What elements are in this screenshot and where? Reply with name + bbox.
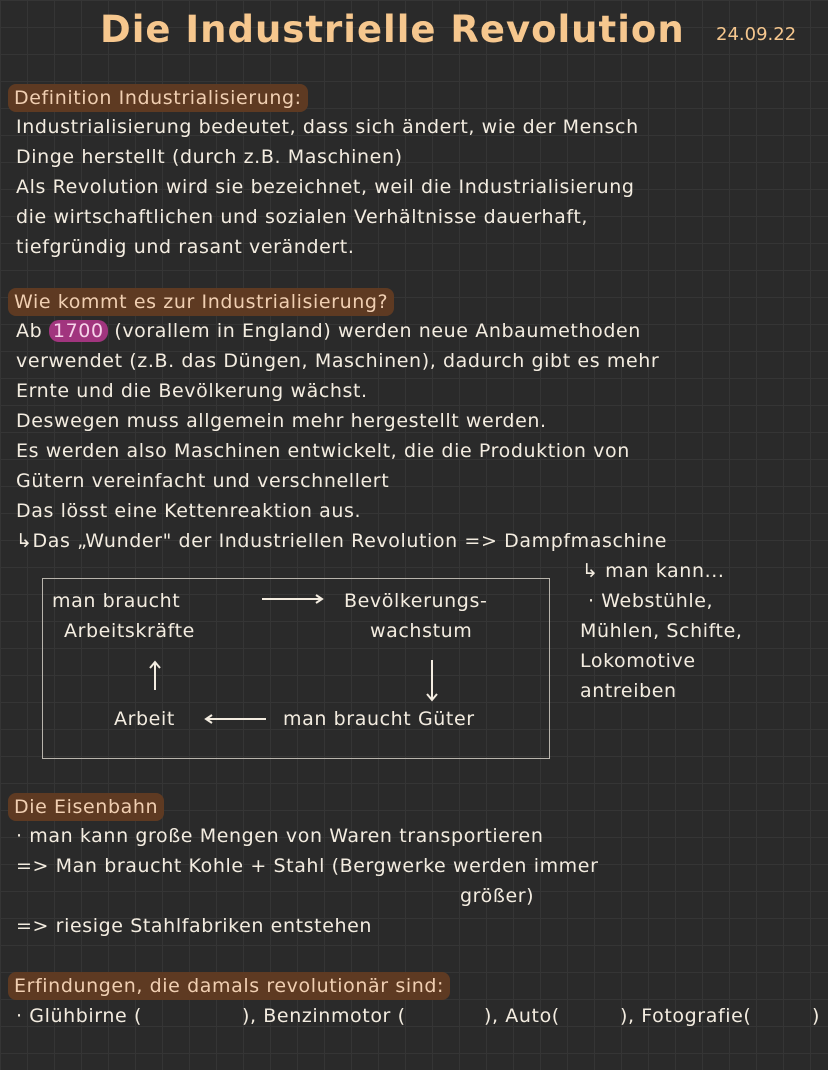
invention-item: ), Benzinmotor ( — [242, 1005, 406, 1027]
text-line: Dinge herstellt (durch z.B. Maschinen) — [16, 146, 403, 168]
cycle-node: wachstum — [370, 620, 473, 642]
text-fragment: Ab — [16, 320, 43, 342]
side-note: ↳ man kann... — [582, 560, 725, 582]
inventions-heading: Erfindungen, die damals revolutionär sind: — [8, 972, 450, 1000]
railway-heading: Die Eisenbahn — [8, 793, 164, 821]
cycle-node: man braucht — [52, 590, 181, 612]
text-line: verwendet (z.B. das Düngen, Maschinen), dadurch gibt es mehr — [16, 350, 660, 372]
year-highlight: 1700 — [49, 320, 108, 342]
text-line: => riesige Stahlfabriken entstehen — [16, 915, 373, 937]
text-line: Das lösst eine Kettenreaktion aus. — [16, 500, 362, 522]
arrow-left-icon — [206, 715, 266, 723]
text-line: Es werden also Maschinen entwickelt, die die Produktion von — [16, 440, 630, 462]
invention-item: ), Fotografie( — [620, 1005, 752, 1027]
cycle-node: man braucht Güter — [283, 708, 475, 730]
arrow-right-icon — [262, 595, 322, 603]
text-line: tiefgründig und rasant verändert. — [16, 236, 355, 258]
invention-item: ), Auto( — [484, 1005, 560, 1027]
invention-item: ) — [812, 1005, 821, 1027]
text-line: die wirtschaftlichen und sozialen Verhältnisse dauerhaft, — [16, 206, 589, 228]
side-note: Mühlen, Schifte, — [580, 620, 743, 642]
arrow-down-icon — [427, 660, 437, 700]
side-note: · Webstühle, — [588, 590, 714, 612]
arrow-up-icon — [150, 662, 160, 690]
text-line: => Man braucht Kohle + Stahl (Bergwerke werden immer — [16, 855, 599, 877]
side-note: antreiben — [580, 680, 677, 702]
text-line: Gütern vereinfacht und verschnellert — [16, 470, 390, 492]
cycle-node: Bevölkerungs- — [344, 590, 488, 612]
side-note: Lokomotive — [580, 650, 696, 672]
text-fragment: (vorallem in England) werden neue Anbaumethoden — [114, 320, 641, 342]
cycle-node: Arbeit — [114, 708, 175, 730]
page-title: Die Industrielle Revolution — [100, 8, 685, 51]
cause-heading: Wie kommt es zur Industrialisierung? — [8, 288, 394, 316]
cycle-node: Arbeitskräfte — [64, 620, 195, 642]
text-line: Als Revolution wird sie bezeichnet, weil die Industrialisierung — [16, 176, 635, 198]
text-line: · man kann große Mengen von Waren transportieren — [16, 825, 544, 847]
text-line: ↳Das „Wunder" der Industriellen Revolution => Dampfmaschine — [16, 530, 667, 552]
text-line: größer) — [460, 885, 535, 907]
text-line: Industrialisierung bedeutet, dass sich ändert, wie der Mensch — [16, 116, 639, 138]
definition-heading: Definition Industrialisierung: — [8, 84, 308, 112]
text-line: Deswegen muss allgemein mehr hergestellt werden. — [16, 410, 547, 432]
invention-item: · Glühbirne ( — [16, 1005, 142, 1027]
date: 24.09.22 — [716, 24, 797, 45]
text-line: Ernte und die Bevölkerung wächst. — [16, 380, 368, 402]
